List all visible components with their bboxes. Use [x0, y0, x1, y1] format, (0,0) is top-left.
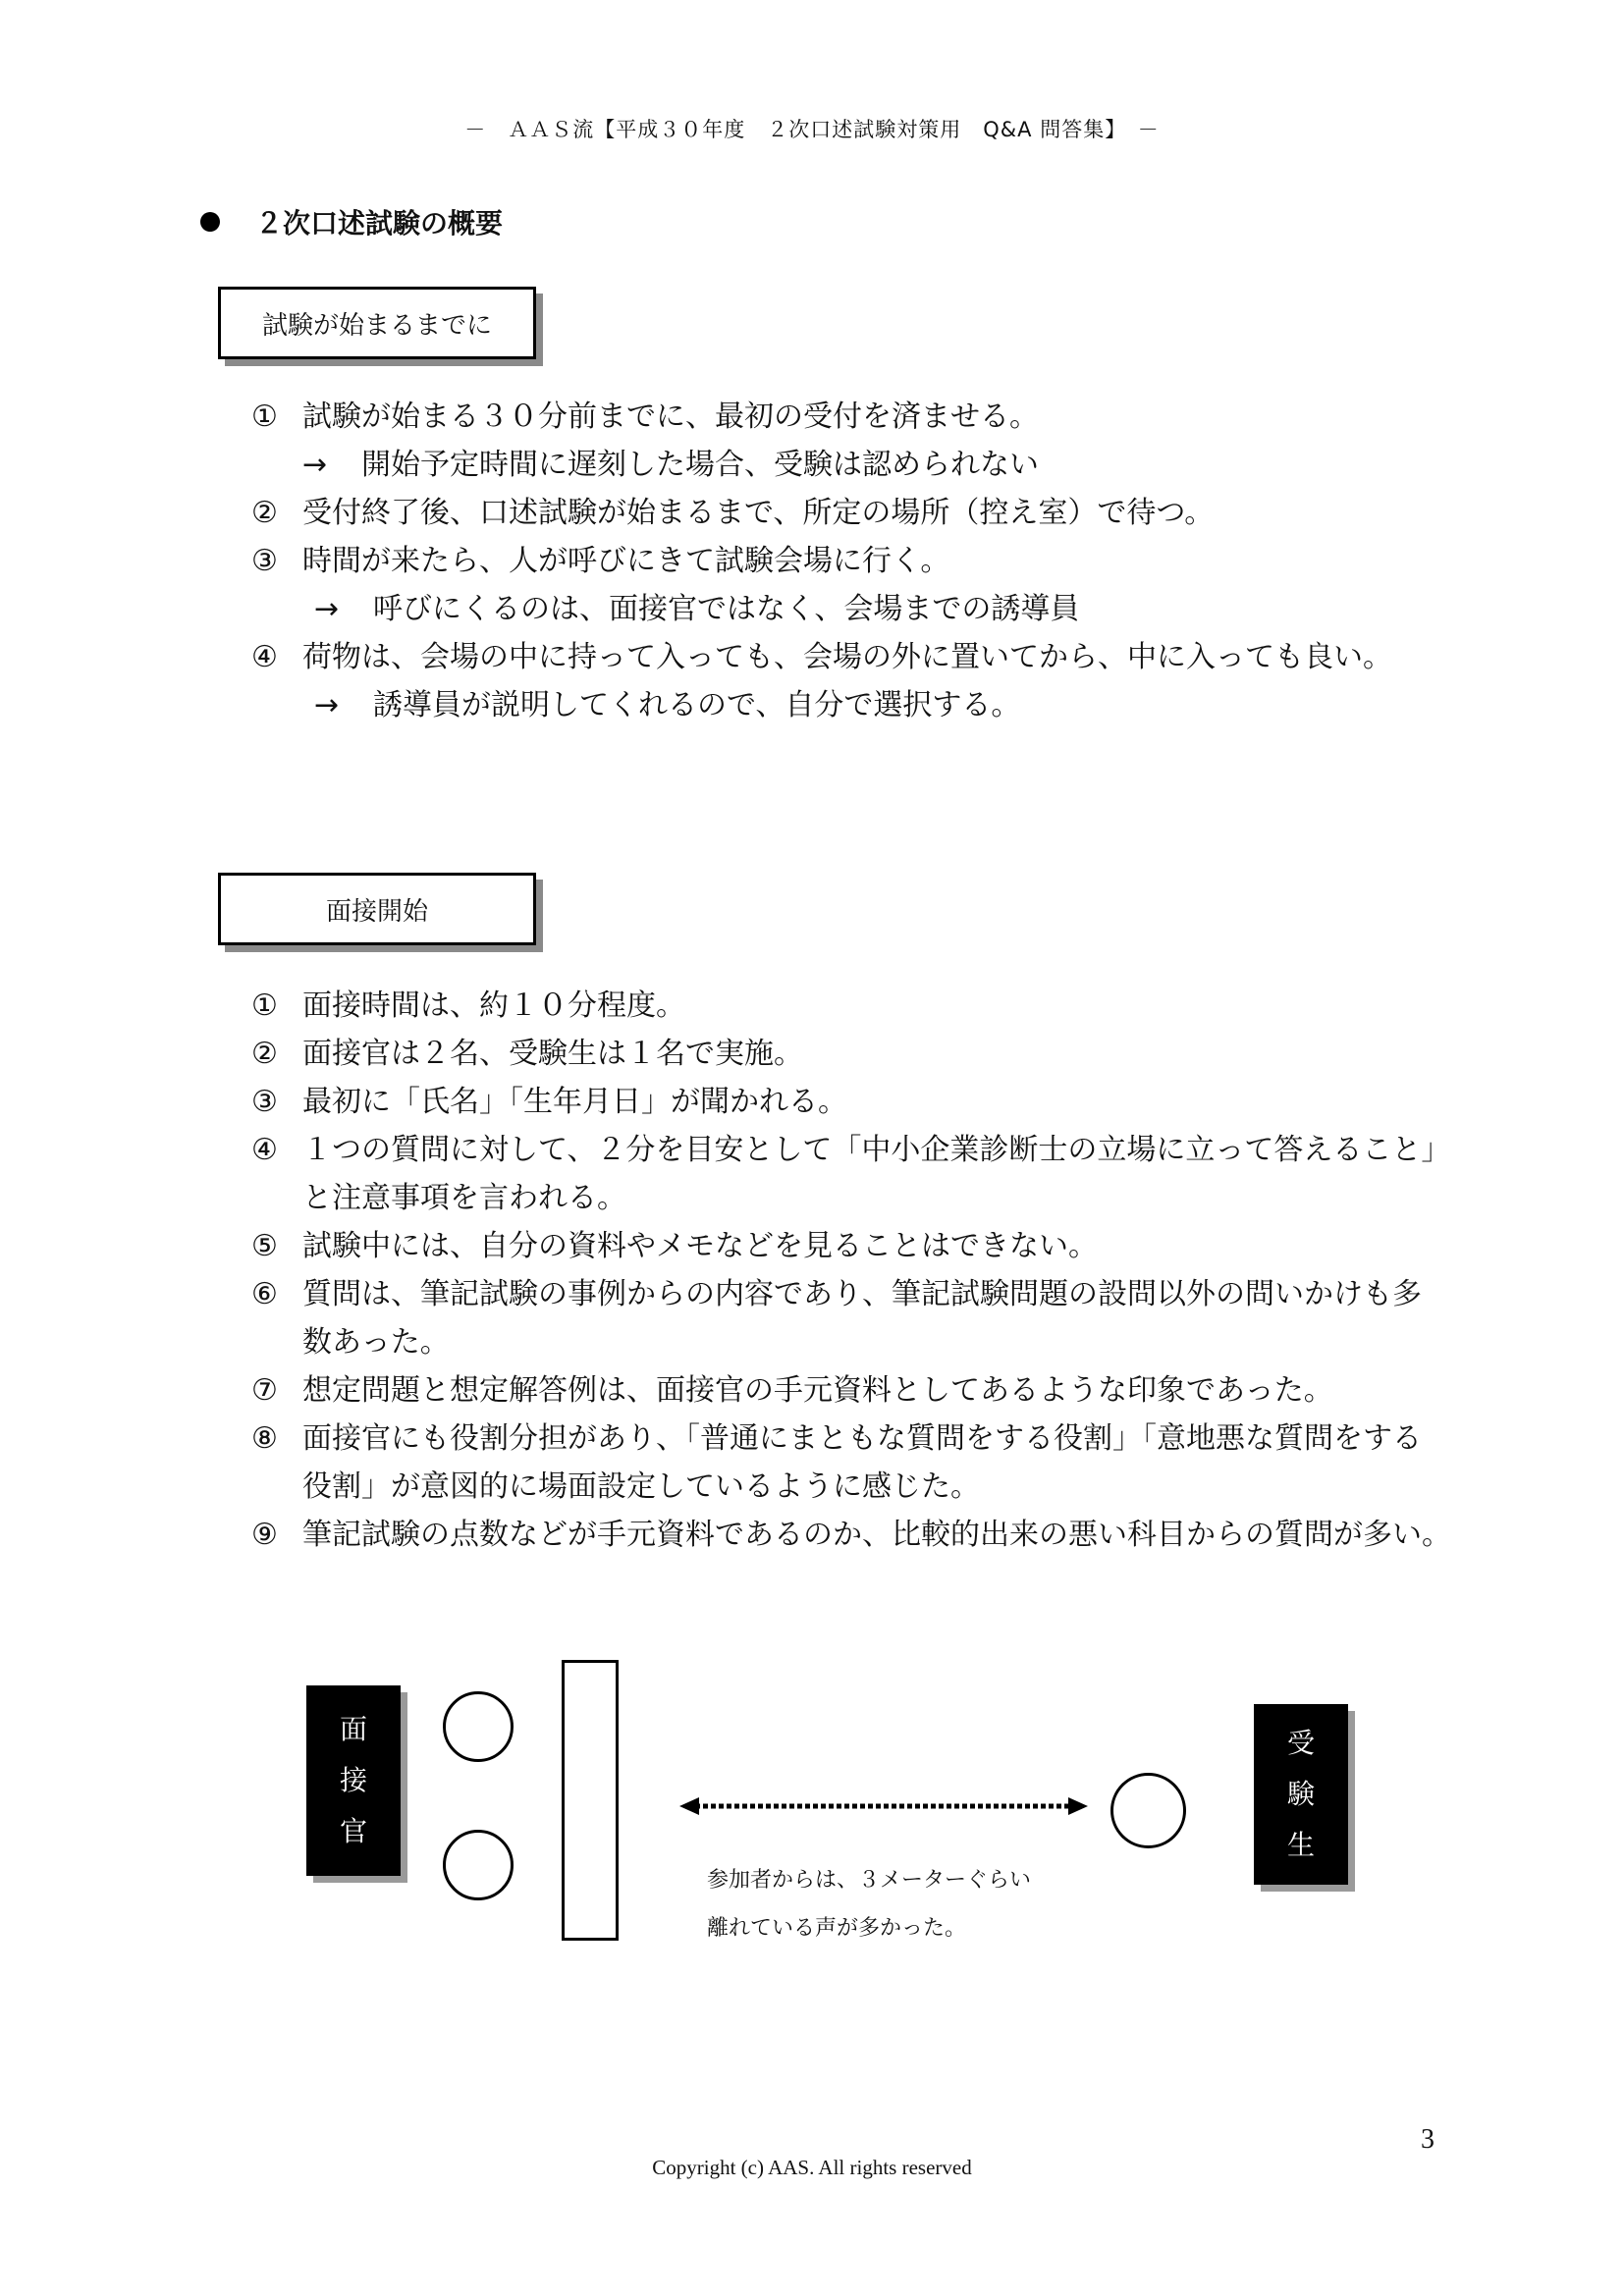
distance-note-line2: 離れている声が多かった。: [707, 1916, 967, 1941]
copyright-footer: Copyright (c) AAS. All rights reserved: [652, 2156, 972, 2179]
section-title: [200, 202, 503, 241]
list-item: ④ 荷物は、会場の中に持って入っても、会場の外に置いてから、中に入っても良い。: [251, 640, 1392, 674]
interviewer-label-box: 面 接 官: [306, 1685, 401, 1876]
list-item: ⑤ 試験中には、自分の資料やメモなどを見ることはできない。: [251, 1229, 1098, 1263]
list-item: ② 面接官は２名、受験生は１名で実施。: [251, 1037, 803, 1071]
list-item: → 開始予定時間に遅刻した場合、受験は認められない: [302, 448, 1039, 482]
list-item: ④ １つの質問に対して、２分を目安として「中小企業診断士の立場に立って答えること」: [251, 1133, 1451, 1167]
list-item: ③ 時間が来たら、人が呼びにきて試験会場に行く。: [251, 544, 950, 578]
interview-list: [251, 982, 1451, 1559]
before-exam-list: [251, 393, 1392, 729]
examinee-seat-circle: [1110, 1773, 1186, 1848]
list-item: ⑧ 面接官にも役割分担があり、「普通にまともな質問をする役割」「意地悪な質問をする: [251, 1421, 1422, 1456]
list-item: → 誘導員が説明してくれるので、自分で選択する。: [314, 688, 1021, 722]
list-item: 役割」が意図的に場面設定しているように感じた。: [302, 1469, 980, 1504]
list-item: ⑨ 筆記試験の点数などが手元資料であるのか、比較的出来の悪い科目からの質問が多い。: [251, 1518, 1451, 1552]
list-item: ① 試験が始まる３０分前までに、最初の受付を済ませる。: [251, 400, 1039, 434]
desk-rectangle: [562, 1660, 619, 1941]
list-item: ⑦ 想定問題と想定解答例は、面接官の手元資料としてあるような印象であった。: [251, 1373, 1333, 1408]
heading-box-before-exam: 試験が始まるまでに: [218, 287, 536, 359]
heading-box-interview-start: 面接開始: [218, 873, 536, 945]
examinee-label-box: 受 験 生: [1254, 1704, 1348, 1885]
distance-note-line1: 参加者からは、３メーターぐらい: [707, 1868, 1032, 1893]
interviewer-seat-circle: [443, 1691, 514, 1762]
page-header: － ＡＡＳ流【平成３０年度 ２次口述試験対策用 Q&A 問答集】 －: [464, 118, 1160, 141]
page-number: 3: [1421, 2124, 1435, 2155]
list-item: → 呼びにくるのは、面接官ではなく、会場までの誘導員: [314, 592, 1080, 626]
list-item: ② 受付終了後、口述試験が始まるまで、所定の場所（控え室）で待つ。: [251, 496, 1215, 530]
list-item: ③ 最初に「氏名」「生年月日」が聞かれる。: [251, 1085, 847, 1119]
distance-arrow-icon: [677, 1791, 1090, 1821]
list-item: 数あった。: [302, 1325, 450, 1360]
list-item: ⑥ 質問は、筆記試験の事例からの内容であり、筆記試験問題の設問以外の問いかけも多: [251, 1277, 1422, 1311]
list-item: と注意事項を言われる。: [302, 1181, 626, 1215]
list-item: ① 面接時間は、約１０分程度。: [251, 988, 685, 1023]
section-title-text: ２次口述試験の概要: [255, 207, 504, 240]
interviewer-seat-circle: [443, 1830, 514, 1900]
bullet-dot-icon: [200, 212, 220, 232]
